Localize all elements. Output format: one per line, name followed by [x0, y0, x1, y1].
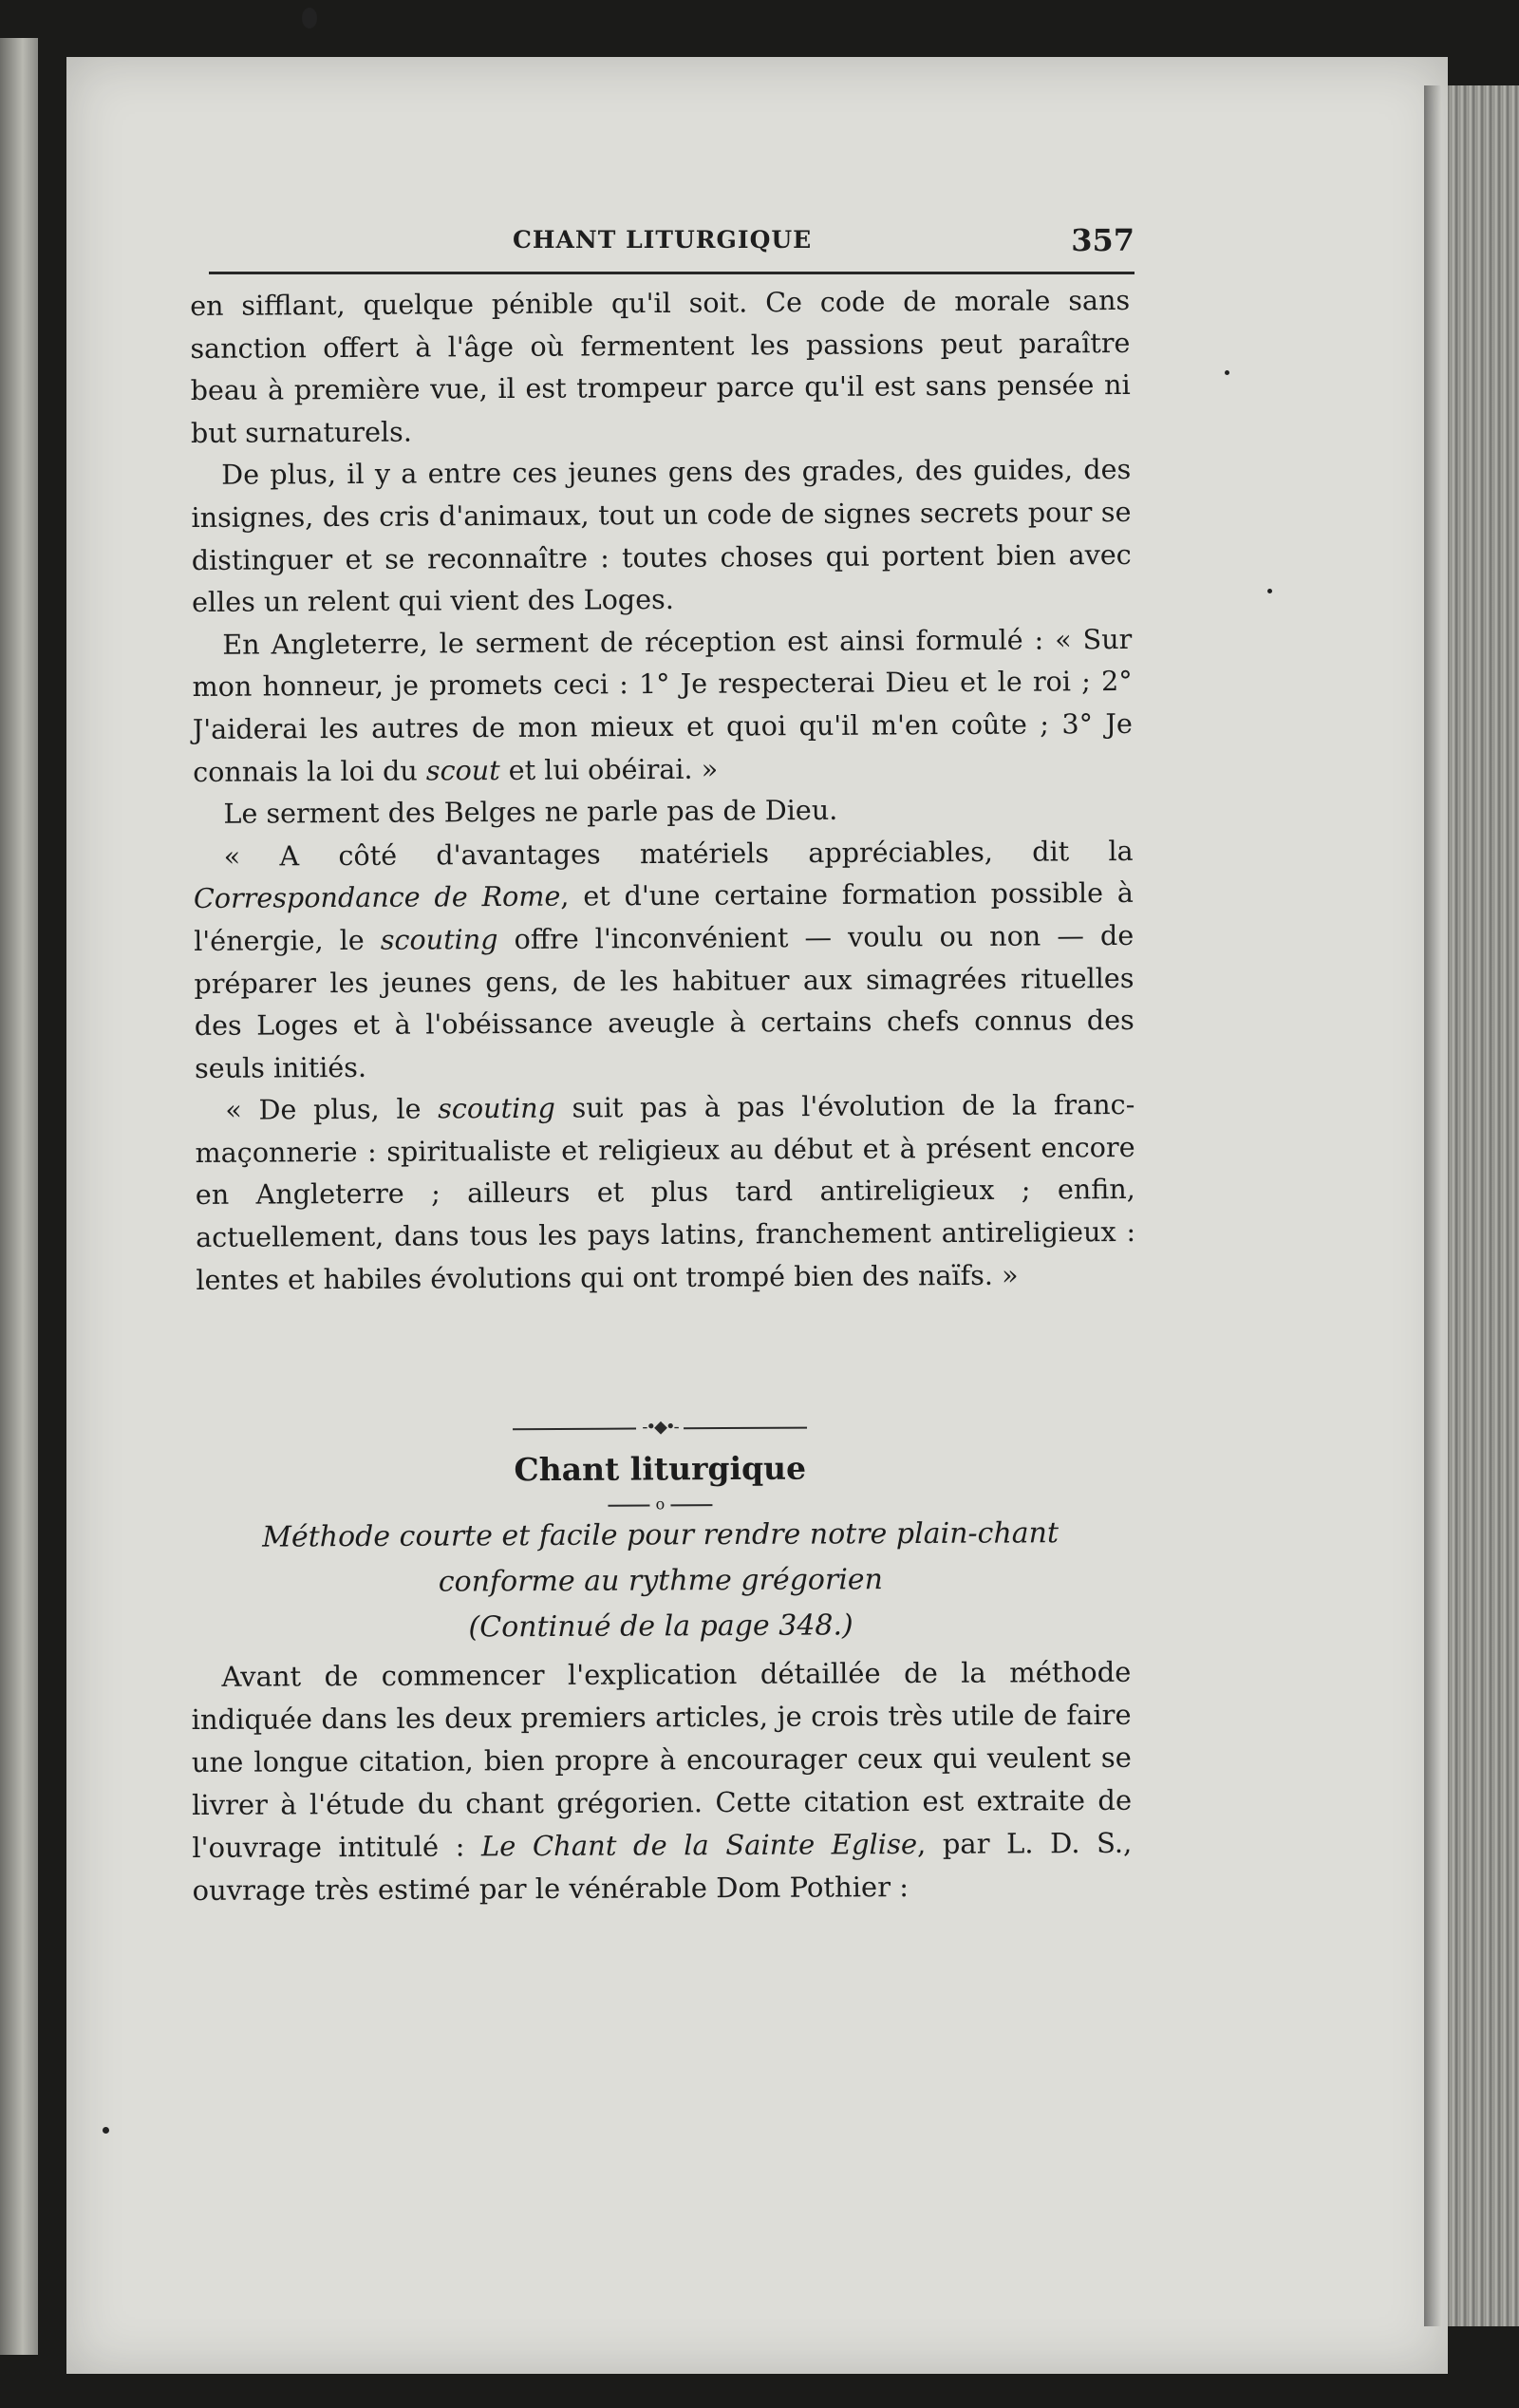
- ornament-glyph: -•◆•-: [642, 1417, 678, 1438]
- ornament-rule: [513, 1417, 807, 1438]
- section-continued-note: (Continué de la page 348.): [468, 1608, 853, 1645]
- scan-speck: [1267, 589, 1272, 593]
- section-subtitle-2: conforme au rythme grégorien: [438, 1563, 884, 1599]
- paragraph-6-tail: suit pas à pas l'évolution de la franc-maçonnerie : spiritualiste et religieux au début et à présent encore en Angleterre ; ailleurs et plus tard antireligieux ; enfin, actuellement, dans tous les pays latins, franchement antireligieux : lentes et habiles évolutions qui ont trompé bien des naïfs. »: [195, 1088, 1136, 1296]
- paragraph-5-text: « A côté d'avantages matériels appréciables, dit la: [223, 834, 1134, 873]
- paragraph-3-tail: et lui obéirai. »: [499, 752, 719, 786]
- left-page-edge: [0, 38, 38, 2355]
- section-paragraph: [191, 1651, 1132, 1912]
- section-title: Chant liturgique: [514, 1449, 807, 1489]
- ornament-line-right: [684, 1427, 807, 1430]
- section-body: [191, 1651, 1132, 1912]
- italic-scouting-1: scouting: [380, 922, 498, 956]
- page-gutter-shadow: [1424, 85, 1441, 2326]
- paragraph-5: [194, 830, 1135, 1090]
- section-subtitle-1: Méthode courte et facile pour rendre notre plain-chant: [262, 1516, 1060, 1554]
- paragraph-5-tail: offre l'inconvénient — voulu ou non — de préparer les jeunes gens, de les habituer aux simagrées rituelles des Loges et à l'obéissance aveugle à certains chefs connus des seuls initiés.: [194, 918, 1135, 1084]
- section-body-end: , par L. D. S., ouvrage très estimé par le vénérable Dom Pothier :: [192, 1826, 1133, 1907]
- running-header: [209, 222, 1135, 273]
- ornament-line-left: [513, 1428, 636, 1431]
- paragraph-3: [192, 618, 1133, 793]
- small-rule-right: [670, 1504, 712, 1506]
- chant-section: [190, 1417, 1133, 1912]
- italic-correspondance: Correspondance de Rome: [193, 879, 561, 915]
- body-text: [190, 279, 1136, 1301]
- small-rule-ornament: o: [655, 1495, 666, 1514]
- italic-scout: scout: [425, 753, 500, 787]
- scan-speck: [1225, 370, 1229, 375]
- header-rule: [209, 272, 1135, 274]
- page-number: 357: [1071, 222, 1135, 258]
- italic-scouting-2: scouting: [438, 1091, 555, 1125]
- paragraph-2: De plus, il y a entre ces jeunes gens des grades, des guides, des insignes, des cris d'animaux, tout un code de signes secrets pour se distinguer et se reconnaître : toutes choses qui portent bien avec elles un relent qui vient des Loges.: [191, 453, 1132, 619]
- scan-speck: [302, 8, 317, 28]
- paragraph-6-text: « De plus, le: [225, 1092, 422, 1127]
- paragraph-6: [195, 1083, 1135, 1301]
- paragraph-4: Le serment des Belges ne parle pas de Dieu.: [223, 793, 838, 830]
- paragraph-1: en sifflant, quelque pénible qu'il soit. Ce code de morale sans sanction offert à l'âge où fermentent les passions peut paraître beau à première vue, il est trompeur parce qu'il est sans pensée ni but surnaturels.: [190, 283, 1131, 449]
- paragraph-3-text: En Angleterre, le serment de réception est ainsi formulé : « Sur mon honneur, je promets ceci : 1° Je respecterai Dieu et le roi ; 2° J'aiderai les autres de mon mieux et quoi qu'il m'en coûte ; 3° Je connais la loi du: [192, 622, 1133, 788]
- scan-speck: [103, 2127, 109, 2134]
- small-rule: [608, 1496, 712, 1514]
- book-title: Le Chant de la Sainte Eglise: [480, 1827, 918, 1863]
- small-rule-left: [608, 1504, 649, 1506]
- section-body-start: Avant de commencer l'explication détaillée de la méthode indiquée dans les deux premiers articles, je crois très utile de faire une longue citation, bien propre à encourager ceux qui veulent se livrer à l'étude du chant grégorien. Cette citation est extraite de l'ouvrage intitulé :: [191, 1655, 1133, 1864]
- running-header-title: CHANT LITURGIQUE: [513, 226, 813, 254]
- paragraph-5-mid: , et d'une certaine formation possible à l'énergie, le: [194, 876, 1135, 957]
